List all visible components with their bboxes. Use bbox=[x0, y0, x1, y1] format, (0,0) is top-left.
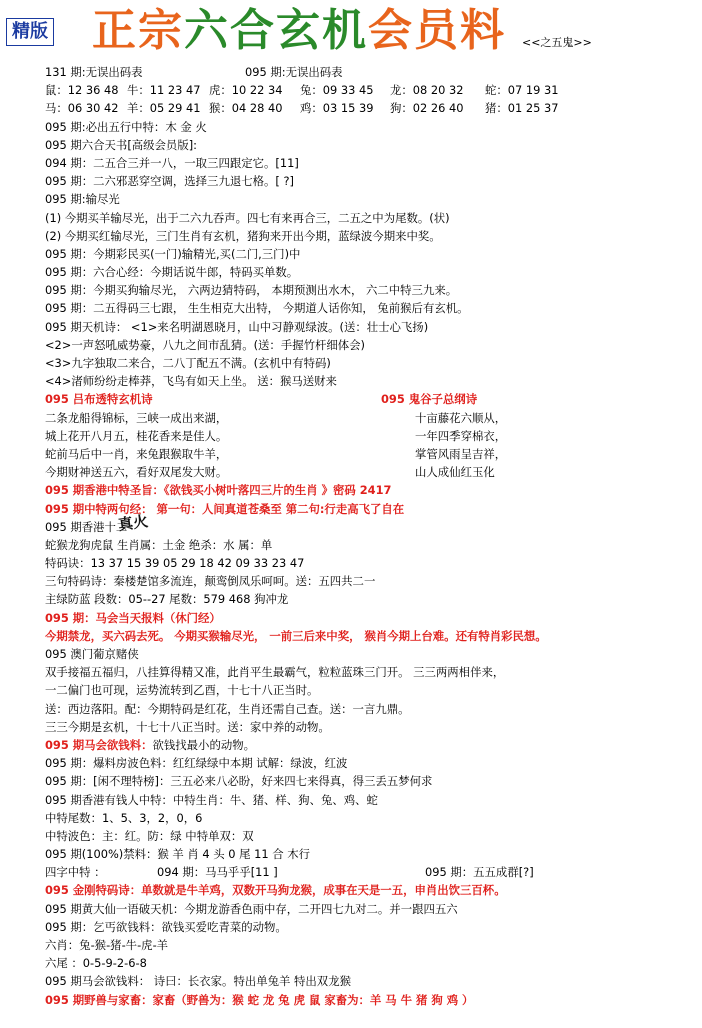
line-column: 095 期：五五成群[?] bbox=[425, 865, 534, 880]
line-column: 猪：01 25 37 bbox=[485, 101, 559, 116]
line-label: 095 期马会欲钱料： bbox=[45, 737, 153, 752]
text-line: <3>九字独取二来合，二八丁配五不满。(玄机中有特码) bbox=[45, 356, 331, 370]
title-char: 玄 bbox=[276, 5, 322, 56]
text-line: 095 期:必出五行中特：木 金 火 bbox=[45, 119, 207, 134]
line-column: 十亩藤花六顺从， bbox=[415, 410, 507, 425]
text-line: 六肖：兔-猴-猪-牛-虎-羊 bbox=[45, 938, 169, 952]
text-line: 095 期香港有钱人中特：中特生肖：牛、猪、样、狗、兔、鸡、蛇 bbox=[45, 792, 378, 807]
title-char: 会 bbox=[368, 5, 414, 56]
text-line: 095 期黄大仙一语破天机：今期龙游香色雨中存，二开四七九对二。并一跟四五六 bbox=[45, 901, 458, 916]
text-line bbox=[45, 863, 695, 881]
text-line: 095 期：二五得码三七跟， 生生相克大出特， 今期道人话你知， 兔前猴后有玄机。 bbox=[45, 301, 469, 316]
header bbox=[0, 0, 702, 60]
line-column: 四字中特 ： bbox=[45, 865, 106, 880]
text-line: 095 期香港中特圣旨：《欲钱买小树叶落四三片的生肖 》密码 2417 bbox=[45, 483, 392, 498]
title-char: 机 bbox=[322, 5, 368, 56]
text-line: <4>渚师纷纷走棒莽，飞鸟有如天上坐。 送：猴马送财来 bbox=[45, 374, 337, 389]
text-line: 095 期：[闲不理特榜]：三五必来八必盼，好来四七来得真，得三丢五梦何求 bbox=[45, 774, 433, 789]
text-line: 094 期：二五合三并一八，一取三四跟定它。[11] bbox=[45, 155, 299, 170]
line-column: 094 期：马马乎乎[11 ] bbox=[157, 865, 278, 880]
line-column: 牛：11 23 47 bbox=[127, 83, 201, 98]
line-column: 鸡：03 15 39 bbox=[300, 101, 374, 116]
text-line: 095 金刚特码诗：单数就是牛羊鸡，双数开马狗龙猴，成事在天是一五，申肖出饮三百杯。 bbox=[45, 883, 506, 898]
text-line: 095 期：爆料房波色料：红红绿绿中本期 试解：绿波，红波 bbox=[45, 756, 348, 771]
text-line bbox=[45, 81, 695, 99]
page-subtitle: <<之五鬼>> bbox=[522, 36, 592, 49]
content-body bbox=[45, 63, 695, 1009]
line-column: 131 期:无误出码表 bbox=[45, 65, 143, 79]
title-char: 宗 bbox=[138, 5, 184, 56]
title-char: 正 bbox=[92, 5, 138, 56]
line-column: 兔：09 33 45 bbox=[300, 83, 374, 98]
line-column: 蛇：07 19 31 bbox=[485, 83, 559, 98]
line-column: 一年四季穿棉衣， bbox=[415, 428, 507, 443]
line-column: 今期财神送五六，看好双尾发大财。 bbox=[45, 465, 228, 480]
line-text: 欲钱找最小的动物。 bbox=[152, 737, 256, 752]
text-line: 三三今期是玄机，十七十八正当时。送：家中养的动物。 bbox=[45, 719, 330, 734]
text-line: 中特波色：主：红。防：绿 中特单双：双 bbox=[45, 828, 254, 843]
text-line: 送：西边落阳。配：今期特码是红花，生肖还需自己查。送：一言九鼎。 bbox=[45, 701, 410, 716]
text-line: 095 期中特两句经： 第一句：人间真道苍桑至 第二句:行走高飞了自在 bbox=[45, 501, 405, 516]
text-line bbox=[45, 63, 695, 81]
line-column: 掌管风雨呈吉祥， bbox=[415, 446, 507, 461]
title-char: 员 bbox=[414, 5, 460, 56]
text-line: 蛇猴龙狗虎鼠 生肖属：土金 绝杀：水 属：单 bbox=[45, 537, 273, 552]
text-line: 六尾 ：0-5-9-2-6-8 bbox=[45, 956, 147, 971]
text-line bbox=[45, 427, 695, 445]
text-line: 特码诀：13 37 15 39 05 29 18 42 09 33 23 47 bbox=[45, 556, 305, 571]
edition-badge: 精版 bbox=[6, 18, 54, 46]
line-column: 羊：05 29 41 bbox=[127, 101, 201, 116]
line-column: 蛇前马后中一肖，来兔跟猴取牛羊， bbox=[45, 446, 228, 461]
text-line: 095 期(100%)禁料：猴 羊 肖 4 头 0 尾 11 合 木行 bbox=[45, 847, 311, 862]
text-line: 一二偏门也可现，运势流转到乙酉，十七十八正当时。 bbox=[45, 683, 319, 698]
line-column: 山人成仙红玉化 bbox=[415, 465, 495, 480]
text-line: (2) 今期买红输尽光，三门生肖有玄机，猪狗来开出今期，蓝绿波今期来中奖。 bbox=[45, 228, 441, 243]
line-column: 095 吕布透特玄机诗 bbox=[45, 392, 153, 407]
text-line: 095 期：六合心经：今期话说牛郎，特码买单数。 bbox=[45, 265, 299, 280]
text-line bbox=[45, 99, 695, 117]
text-line: 双手接福五福归，八挂算得精又准，此肖平生最霸气，粒粒蓝珠三门开。 三三两两相伴来， bbox=[45, 665, 505, 680]
text-line bbox=[45, 409, 695, 427]
text-line: 主绿防蓝 段数：05--27 尾数：579 468 狗冲龙 bbox=[45, 592, 289, 607]
page-title bbox=[92, 6, 506, 56]
text-line: 095 期：乞丐欲钱料：欲钱买爱吃青菜的动物。 bbox=[45, 919, 287, 934]
title-char: 合 bbox=[230, 5, 276, 56]
text-line: 095 期：今期彩民买(一门)输精光,买(二门,三门)中 bbox=[45, 246, 301, 261]
text-line: 095 期天机诗： <1>来名明湖恩晓月，山中习静观绿波。(送：壮士心飞扬) bbox=[45, 319, 429, 334]
text-line bbox=[45, 736, 695, 754]
text-line: 095 期：今期买狗输尽光， 六两边猜特码， 本期预测出水木， 六二中特三九来。 bbox=[45, 283, 458, 298]
text-line: 095 期:输尽光 bbox=[45, 192, 120, 207]
text-line: 三句特码诗：秦楼楚馆多流连，颠鸾倒凤乐呵呵。送：五四共二一 bbox=[45, 574, 376, 589]
text-line: (1) 今期买羊输尽光，出于二六九吞声。四七有来再合三，二五之中为尾数。(状) bbox=[45, 210, 450, 225]
text-line: 095 期野兽与家畜：家畜（野兽为：猴 蛇 龙 兔 虎 鼠 家畜为：羊 马 牛 猪 狗 鸡 ） bbox=[45, 992, 474, 1007]
text-line bbox=[45, 463, 695, 481]
text-line: 今期禁龙，买六码去死。 今期买猴输尽光， 一前三后来中奖， 猴肖今期上台难。还有特肖彩民想。 bbox=[45, 628, 547, 643]
text-line bbox=[45, 445, 695, 463]
line-column: 二条龙船得锦标，三峡一成出来湖， bbox=[45, 410, 228, 425]
line-column: 鼠：12 36 48 bbox=[45, 83, 119, 98]
line-column: 095 鬼谷子总纲诗 bbox=[381, 392, 478, 407]
title-char: 料 bbox=[460, 5, 506, 56]
line-column: 城上花开八月五，桂花香来是佳人。 bbox=[45, 428, 228, 443]
line-column: 猴：04 28 40 bbox=[209, 101, 283, 116]
overlay-stamp: 真火 bbox=[116, 511, 150, 534]
line-column: 095 期:无误出码表 bbox=[245, 65, 343, 79]
text-line: 095 期马会欲钱料： 诗曰：长衣家。特出单兔羊 特出双龙猴 bbox=[45, 974, 351, 989]
text-line: 095 期六合天书[高级会员版]: bbox=[45, 137, 197, 152]
line-column: 马：06 30 42 bbox=[45, 101, 119, 116]
text-line: <2>一声怒吼威势豪，八九之间市乱猜。(送：手握竹杆细体会) bbox=[45, 337, 365, 352]
line-column: 虎：10 22 34 bbox=[209, 83, 283, 98]
text-line: 095 期：二六邪恶穿空调，选择三九退七格。[ ?] bbox=[45, 174, 294, 189]
text-line bbox=[45, 390, 695, 408]
title-char: 六 bbox=[184, 5, 230, 56]
line-column: 龙：08 20 32 bbox=[390, 83, 464, 98]
text-line: 中特尾数：1、5、3，2，0，6 bbox=[45, 810, 203, 825]
line-column: 狗：02 26 40 bbox=[390, 101, 464, 116]
text-line: 095 澳门葡京赌侠 bbox=[45, 647, 139, 661]
text-line: 095 期香港十二 bbox=[45, 519, 128, 534]
text-line: 095 期：马会当天报料（休门经） bbox=[45, 610, 221, 625]
